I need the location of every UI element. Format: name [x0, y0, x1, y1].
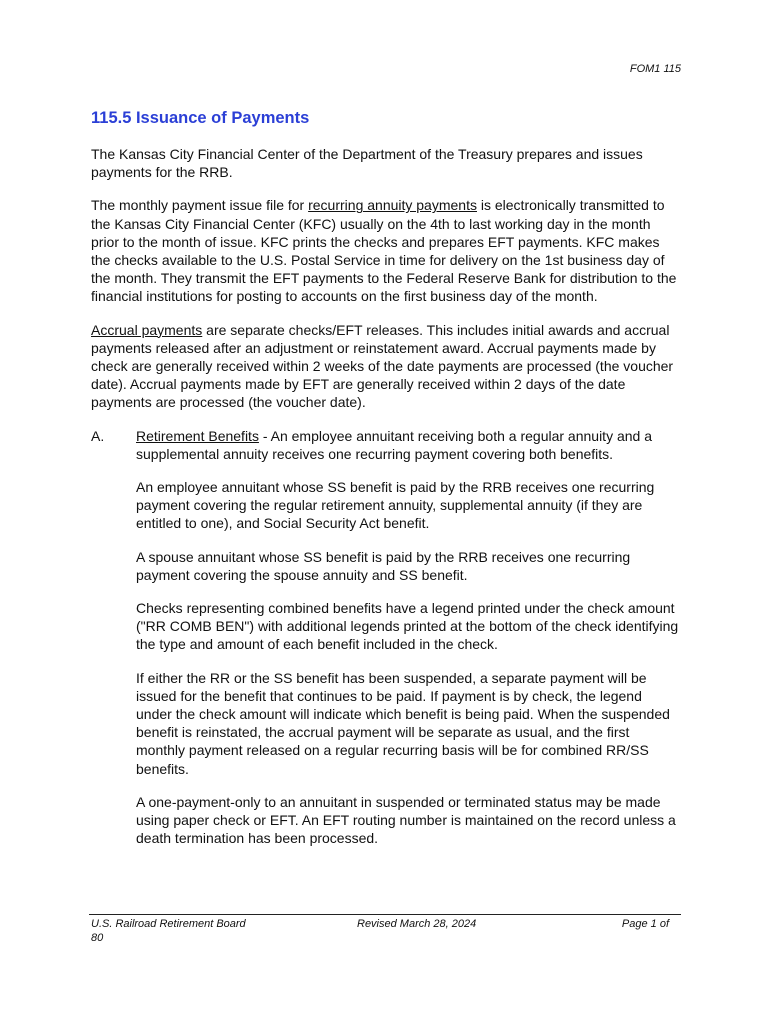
page-footer — [89, 914, 681, 944]
list-item-letter: A. — [91, 427, 105, 444]
text-span: are separate checks/EFT releases. This includes initial awards and accrual payments released after an adjustment or reinstatement award. Accrual payments made by check are generally received within 2 weeks of the date payments are processed (the voucher date). Accrual payments made by EFT are generally received within 2 days of the date payments are processed (the voucher date). — [91, 321, 674, 411]
term-retirement-benefits: Retirement Benefits — [136, 427, 259, 444]
paragraph-intro: The Kansas City Financial Center of the Department of the Treasury prepares and issues payments for the RRB. — [91, 146, 643, 181]
footer-organization: U.S. Railroad Retirement Board — [91, 918, 246, 930]
manual-code: FOM1 115 — [629, 63, 681, 75]
item-intro — [136, 427, 681, 463]
paragraph-accrual — [91, 321, 681, 412]
item-paragraph: A spouse annuitant whose SS benefit is paid by the RRB receives one recurring payment covering the spouse annuity and SS benefit. — [136, 548, 631, 583]
term-accrual-payments: Accrual payments — [91, 321, 203, 338]
item-paragraph: A one-payment-only to an annuitant in suspended or terminated status may be made using paper check or EFT. An EFT routing number is maintained on the record unless a death termination has been processed. — [136, 793, 676, 847]
list-item-content — [136, 427, 681, 863]
text-span: - An employee annuitant receiving both a regular annuity and a supplemental annuity receives one recurring payment covering both benefits. — [136, 427, 652, 462]
item-paragraph: Checks representing combined benefits have a legend printed under the check amount ("RR COMB BEN") with additional legends printed at the bottom of the check identifying the type and amount of each benefit included in the check. — [136, 600, 679, 653]
item-paragraph: If either the RR or the SS benefit has been suspended, a separate payment will be issued for the benefit that continues to be paid. If payment is by check, the legend under the check amount will indicate which benefit is being paid. When the suspended benefit is reinstated, the accrual payment will be separate as usual, and the first monthly payment released on a regular recurring basis will be for combined RR/SS benefits. — [136, 669, 670, 777]
footer-row — [89, 918, 681, 944]
section-title: 115.5 Issuance of Payments — [91, 109, 310, 127]
term-recurring-annuity-payments: recurring annuity payments — [308, 197, 477, 214]
list-item-a — [91, 427, 681, 863]
item-paragraph: An employee annuitant whose SS benefit is paid by the RRB receives one recurring payment covering the regular retirement annuity, supplemental annuity (if they are entitled to one), and Social Security Act benefit. — [136, 479, 655, 532]
text-span: The monthly payment issue file for — [91, 197, 309, 214]
footer-page-total: 80 — [91, 932, 104, 944]
document-body — [91, 145, 681, 878]
paragraph-monthly-issue — [91, 196, 681, 305]
text-span: is electronically transmitted to the Kansas City Financial Center (KFC) usually on the 4th to last working day in the month prior to the month of issue. KFC prints the checks and prepares EFT payments. KFC makes the checks available to the U.S. Postal Service in time for delivery on the 1st business day of the month. They transmit the EFT payments to the Federal Reserve Bank for distribution to the financial institutions for posting to accounts on the first business day of the month. — [91, 197, 677, 305]
footer-page-label: Page 1 of — [621, 918, 669, 930]
footer-revised-date: Revised March 28, 2024 — [357, 918, 477, 930]
